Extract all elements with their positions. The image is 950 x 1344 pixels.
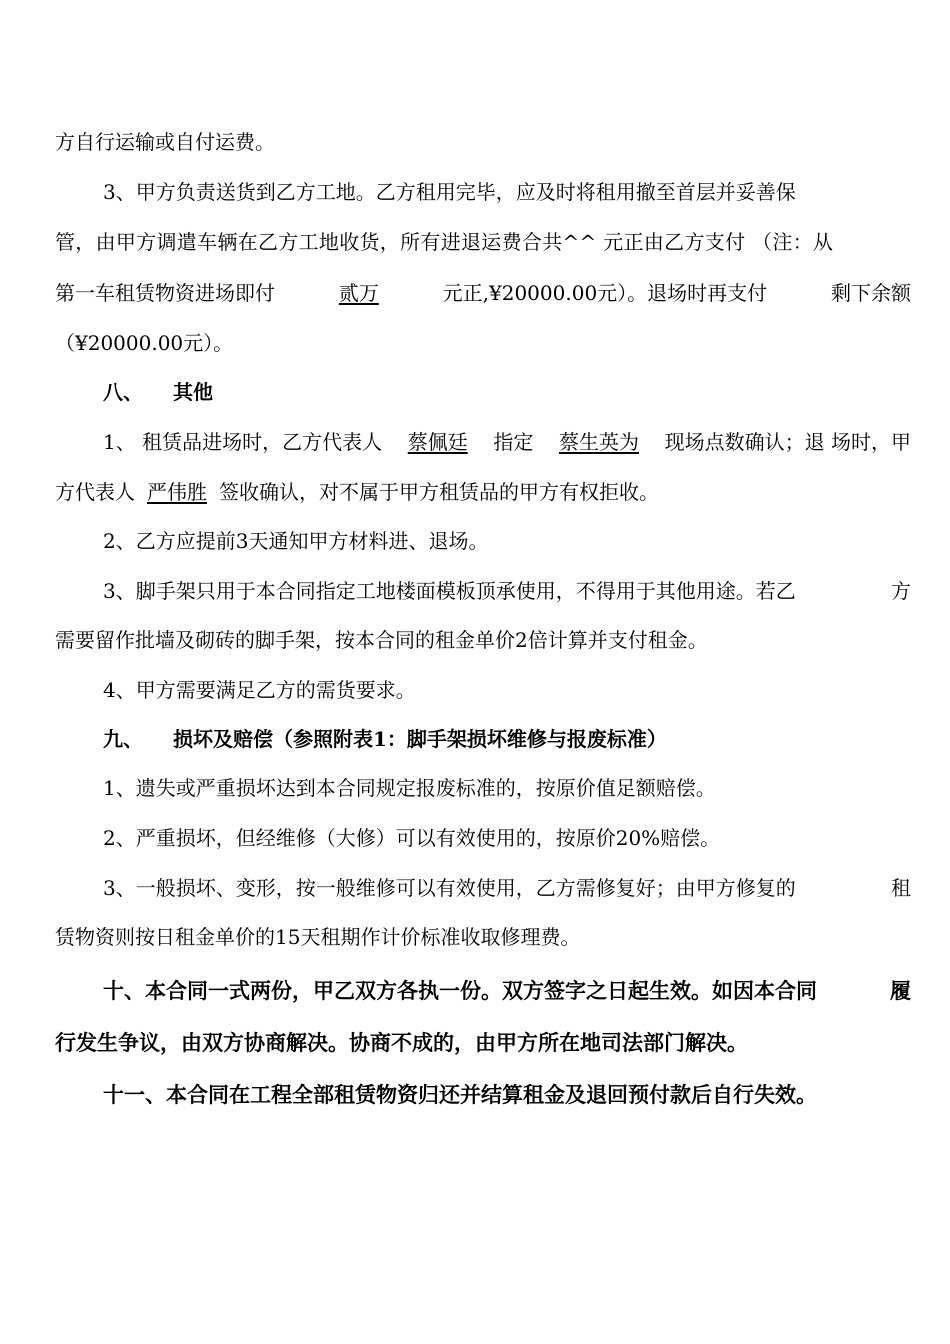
p3-line3 [55, 281, 911, 305]
sec9-item2: 2、严重损坏，但经维修（大修）可以有效使用的，按原价20%赔偿。 [103, 826, 721, 850]
p3-line2: 管，由甲方调遣车辆在乙方工地收货，所有进退运费合共^^ 元正由乙方支付 （注：从 [55, 230, 834, 254]
sec9-heading-title: 损坏及赔偿（参照附表1：脚手架损坏维修与报废标准） [173, 727, 667, 751]
sec8-item2: 2、乙方应提前3天通知甲方材料进、退场。 [103, 529, 489, 553]
sec9-item1: 1、遗失或严重损坏达到本合同规定报废标准的，按原价值足额赔偿。 [103, 776, 716, 800]
sec8-item3-text-b: 方 [891, 579, 911, 603]
sec9-item3-text-a: 3、一般损坏、变形，按一般维修可以有效使用，乙方需修复好；由甲方修复的 [103, 876, 796, 900]
p3-line3-text-a: 第一车租赁物资进场即付 [55, 281, 275, 305]
sec8-heading-title: 其他 [173, 380, 213, 404]
sec10-text-a: 十、本合同一式两份，甲乙双方各执一份。双方签字之日起生效。如因本合同 [103, 978, 817, 1003]
p3-line1: 3、甲方负责送货到乙方工地。乙方租用完毕，应及时将租用撤至首层并妥善保 [103, 180, 796, 204]
sec8-heading-number: 八、 [103, 380, 143, 404]
sec9-heading-number: 九、 [103, 727, 143, 751]
sec9-item3-text-b: 租 [891, 876, 911, 900]
sec8-heading [103, 380, 213, 404]
party-b-designee: 蔡生英为 [558, 430, 639, 454]
sec8-item1-text-d: 方代表人 [55, 480, 135, 504]
sec8-item1-text-a: 1、 租赁品进场时，乙方代表人 [103, 430, 383, 454]
p3-line3-text-b: 元正,¥20000.00元）。退场时再支付 [442, 281, 768, 305]
p3-line4: （¥20000.00元）。 [55, 331, 234, 355]
sec10-text-b: 履 [890, 978, 911, 1003]
party-b-representative: 蔡佩廷 [407, 430, 468, 454]
sec8-item4: 4、甲方需要满足乙方的需货要求。 [103, 678, 416, 702]
p3-line3-text-c: 剩下余额 [831, 281, 911, 305]
sec8-item1-text-e: 签收确认，对不属于甲方租赁品的甲方有权拒收。 [219, 480, 659, 504]
sec8-item3-text-a: 3、脚手架只用于本合同指定工地楼面模板顶承使用，不得用于其他用途。若乙 [103, 579, 796, 603]
party-a-representative: 严伟胜 [147, 480, 207, 504]
sec9-item3-line2: 赁物资则按日租金单价的15天租期作计价标准收取修理费。 [55, 925, 581, 949]
sec9-item3-line1 [103, 876, 911, 900]
sec10-line2: 行发生争议，由双方协商解决。协商不成的，由甲方所在地司法部门解决。 [55, 1030, 748, 1055]
advance-payment-amount: 贰万 [338, 281, 379, 305]
sec9-heading [103, 727, 667, 751]
sec8-item1-line2 [55, 480, 659, 504]
sec8-item3-line1 [103, 579, 911, 603]
sec8-item1-text-b: 指定 [493, 430, 534, 454]
sec8-item1-line1 [103, 430, 911, 454]
sec7-continuation: 方自行运输或自付运费。 [55, 130, 275, 154]
sec11-line1: 十一、本合同在工程全部租赁物资归还并结算租金及退回预付款后自行失效。 [103, 1082, 817, 1107]
sec10-line1 [103, 979, 911, 1003]
sec8-item3-line2: 需要留作批墙及砌砖的脚手架，按本合同的租金单价2倍计算并支付租金。 [55, 628, 708, 652]
sec8-item1-text-c: 现场点数确认；退 场时，甲 [664, 430, 911, 454]
